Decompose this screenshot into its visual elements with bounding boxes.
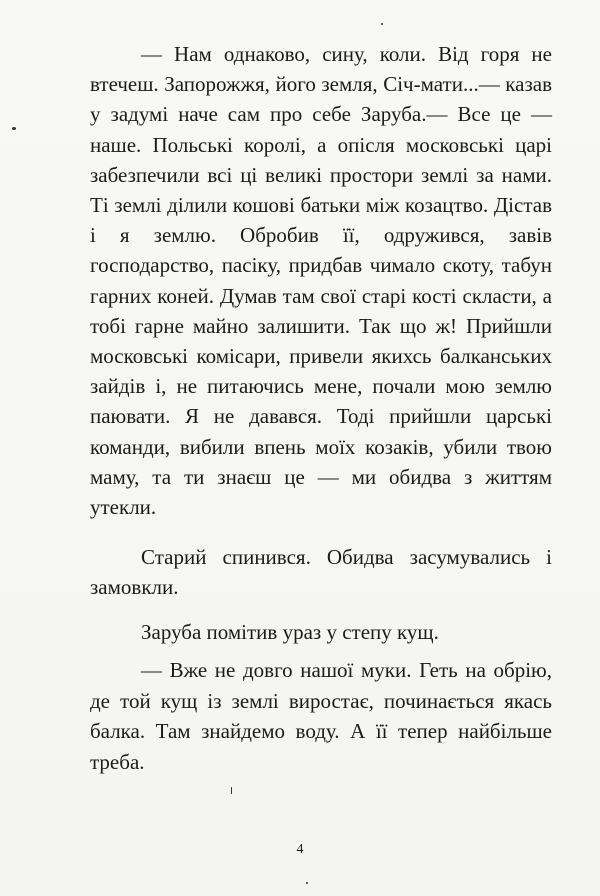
text-block-2 — [90, 542, 552, 602]
print-speck — [306, 882, 308, 884]
text-block-1 — [90, 39, 552, 522]
print-speck — [12, 127, 16, 130]
paragraph-zaruba-noticed: Заруба помітив ураз у степу кущ. — [141, 620, 439, 644]
paragraph-not-long: — Вже не довго нашої муки. Геть на обрію, де той кущ із землі виростає, починається якась балка. Там знайдемо воду. А її тепер найбільше треба. — [90, 658, 552, 774]
paragraph-old-man-stopped: Старий спинився. Обидва засумувались і замовкли. — [90, 545, 552, 599]
text-block-3 — [90, 617, 552, 647]
paragraph-dialogue-zaruba: — Нам однаково, сину, коли. Від горя не втечеш. Запорожжя, його земля, Січ-мати...— казав у задумі наче сам про себе Заруба.— Все це — наше. Польські королі, а опісля московські царі забезпечили всі ці великі простори землі за нами. Ті землі ділили кошові батьки між козацтво. Дістав і я землю. Обробив її, одружився, завів господарство, пасіку, придбав чимало скоту, табун гарних коней. Думав там свої старі кості скласти, а тобі гарне майно залишити. Так що ж! Прийшли московські комісари, привели якихсь балканських зайдів і, не питаючись мене, почали мою землю паювати. Я не давався. Тоді прийшли царські команди, вибили впень моїх козаків, убили твою маму, та ти знаєш це — ми обидва з життям утекли. — [90, 42, 552, 520]
print-speck — [231, 787, 232, 794]
page-number: 4 — [296, 842, 304, 857]
print-speck — [381, 23, 383, 25]
text-block-4 — [90, 655, 552, 777]
